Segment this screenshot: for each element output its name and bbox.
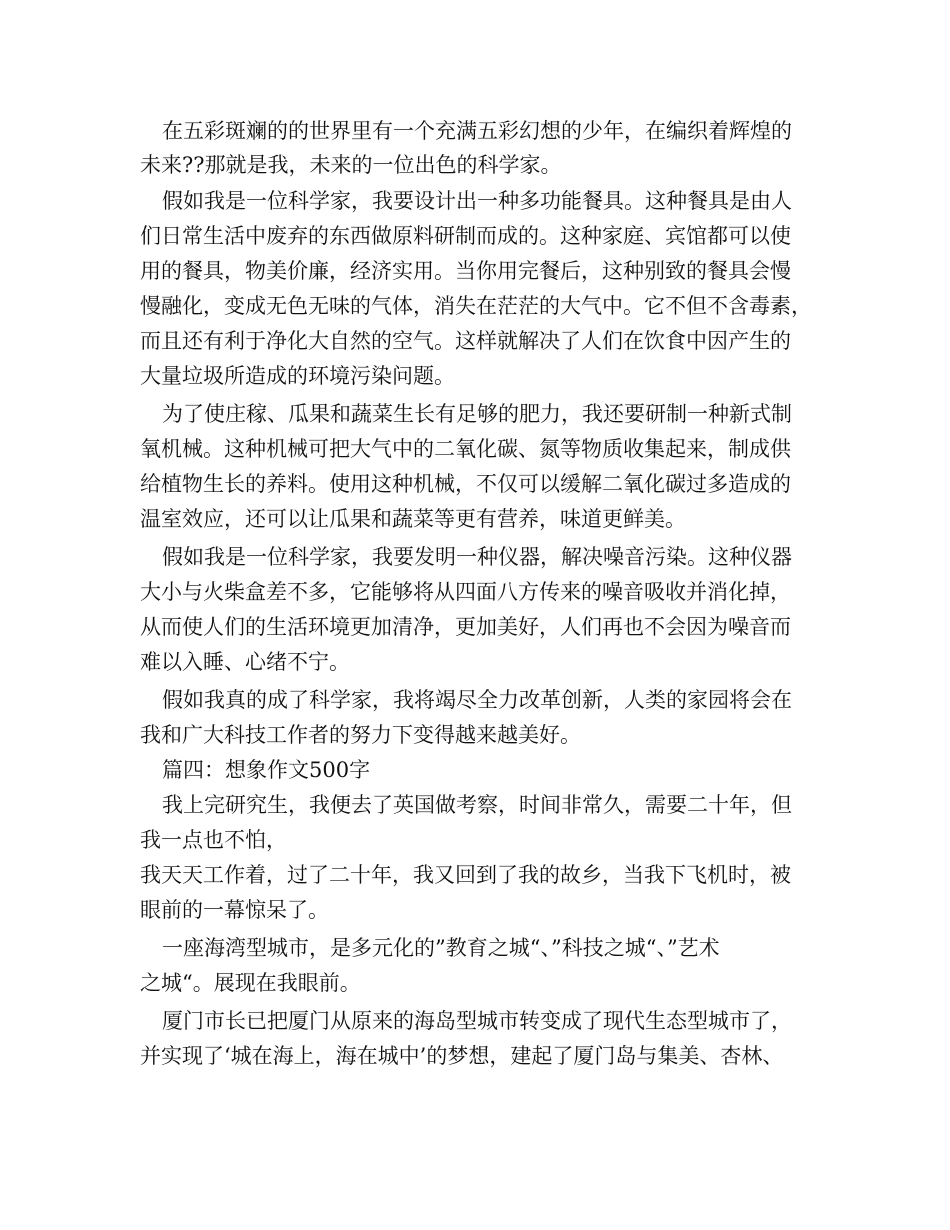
text-line: 未来??那就是我，未来的一位出色的科学家。 <box>140 153 562 177</box>
text-line: 大小与火柴盒差不多，它能够将从四面八方传来的噪音吸收并消化掉， <box>140 580 791 604</box>
text-line: 假如我是一位科学家，我要发明一种仪器，解决噪音污染。这种仪器 <box>162 545 792 569</box>
text-line: 我和广大科技工作者的努力下变得越来越美好。 <box>140 723 581 747</box>
text-line: 在五彩斑斓的的世界里有一个充满五彩幻想的少年，在编织着辉煌的 <box>162 119 792 143</box>
text-line: 之城“。展现在我眼前。 <box>140 971 361 995</box>
text-line: 们日常生活中废弃的东西做原料研制而成的。这种家庭、宾馆都可以使 <box>140 224 791 248</box>
text-line: 我上完研究生，我便去了英国做考察，时间非常久，需要二十年，但 <box>162 793 792 817</box>
text-line: 我一点也不怕， <box>140 828 287 852</box>
text-line: 给植物生长的养料。使用这种机械，不仅可以缓解二氧化碳过多造成的 <box>140 472 791 496</box>
text-line: 我天天工作着，过了二十年，我又回到了我的故乡，当我下飞机时，被 <box>140 863 791 887</box>
text-line: 厦门市长已把厦门从原来的海岛型城市转变成了现代生态型城市了， <box>162 1009 792 1033</box>
text-line: 大量垃圾所造成的环境污染问题。 <box>140 364 455 388</box>
text-line: 难以入睡、心绪不宁。 <box>140 650 350 674</box>
text-line: 一座海湾型城市，是多元化的”教育之城“、”科技之城“、”艺术 <box>162 936 720 960</box>
text-line: 慢融化，变成无色无味的气体，消失在茫茫的大气中。它不但不含毒素， <box>140 294 812 318</box>
text-line: 从而使人们的生活环境更加清净，更加美好，人们再也不会因为噪音而 <box>140 615 791 639</box>
section-heading: 篇四：想象作文500字 <box>162 758 371 782</box>
text-line: 为了使庄稼、瓜果和蔬菜生长有足够的肥力，我还要研制一种新式制 <box>162 402 792 426</box>
text-line: 温室效应，还可以让瓜果和蔬菜等更有营养，味道更鲜美。 <box>140 507 686 531</box>
text-line: 用的餐具，物美价廉，经济实用。当你用完餐后，这种别致的餐具会慢 <box>140 259 791 283</box>
text-line: 眼前的一幕惊呆了。 <box>140 898 329 922</box>
text-line: 氧机械。这种机械可把大气中的二氧化碳、氮等物质收集起来，制成供 <box>140 437 791 461</box>
text-line: 而且还有利于净化大自然的空气。这样就解决了人们在饮食中因产生的 <box>140 329 791 353</box>
text-line: 假如我真的成了科学家，我将竭尽全力改革创新，人类的家园将会在 <box>162 688 792 712</box>
text-line: 假如我是一位科学家，我要设计出一种多功能餐具。这种餐具是由人 <box>162 189 792 213</box>
text-line: 并实现了‘城在海上，海在城中’的梦想，建起了厦门岛与集美、杏林、 <box>140 1044 784 1068</box>
